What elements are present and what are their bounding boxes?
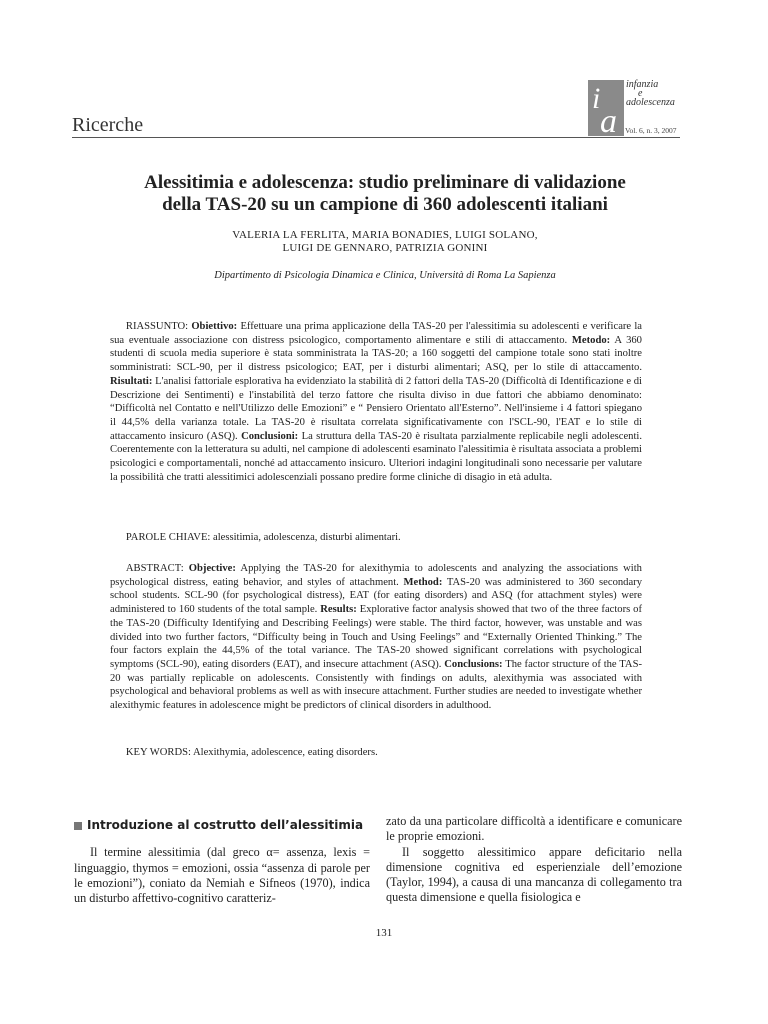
- metodo-heading: Metodo:: [571, 334, 611, 346]
- method-heading: Method:: [403, 576, 443, 588]
- conclusioni-heading: Conclusioni:: [241, 430, 299, 442]
- riassunto-label: RIASSUNTO:: [125, 321, 189, 332]
- authors-line-1: VALERIA LA FERLITA, MARIA BONADIES, LUIGI SOLANO,: [232, 229, 538, 241]
- objective-text: Applying the TAS-20 for alexithymia to adolescents and analyzing the associations with psychological distress, eating behavior, and styles of attachment.: [110, 563, 642, 588]
- svg-text:a: a: [600, 103, 617, 136]
- risultati-heading: Risultati:: [110, 375, 153, 387]
- affiliation: Dipartimento di Psicologia Dinamica e Clinica, Università di Roma La Sapienza: [214, 270, 556, 281]
- section-heading: [74, 818, 370, 833]
- journal-logo-icon: [588, 80, 624, 136]
- article-title: [90, 172, 680, 216]
- parole-chiave: [110, 531, 642, 545]
- volume-info: Vol. 6, n. 3, 2007: [625, 126, 677, 135]
- body-paragraph: Il termine alessitimia (dal greco α= assenza, lexis = linguaggio, thymos = emozioni, ossia “assenza di parole per le emozioni”), coniato da Nemiah e Sifneos (1970), indica un disturbo affettivo-cognitivo caratteriz-: [74, 845, 370, 906]
- body-column-right: [386, 814, 682, 906]
- section-label: Ricerche: [72, 114, 144, 136]
- method-text: TAS-20 was administered to 360 secondary school students. SCL-90 (for psychological distress), EAT (for eating disorders) and ASQ (for attachment styles) were administered to 160 students of the total sample.: [110, 576, 642, 616]
- riassunto: [110, 320, 642, 484]
- abstract: [110, 562, 642, 713]
- header-rule: [72, 137, 680, 138]
- svg-text:i: i: [592, 82, 601, 115]
- risultati-text: L'analisi fattoriale esplorativa ha evidenziato la stabilità di 2 fattori della TAS-20 (Difficoltà di Identificazione e di Descrizione dei Sentimenti) e l'instabilità del terzo fattore che risulta diviso in due fattori che abbiamo denominato: “Difficoltà nel Contatto e nell'Utilizzo delle Emozioni” e “ Pensiero Orientato all'Esterno”. Nell'insieme i 4 fattori spiegano il 44,5% della varianza totale. La TAS-20 è risultata correlata significativamente con l'SCL-90, l'EAT e lo stile di attaccamento insicuro (ASQ).: [110, 375, 642, 442]
- obiettivo-heading: Obiettivo:: [191, 321, 238, 332]
- metodo-text: A 360 studenti di scuola media superiore è stata somministrata la TAS-20; a 160 soggetti del campione totale sono stati inoltre somministrati: SCL-90, per il distress psicologico; EAT, per i disturbi alimentari; ASQ, per lo stile di attaccamento.: [110, 334, 642, 374]
- journal-name-line1: infanzia: [626, 79, 659, 90]
- conclusions-text: The factor structure of the TAS-20 was partially replicable on adolescents. Consistently with findings on adults, alexithymia was associated with psychological and behavioral problems as well as with insecure attachment. Further studies are needed to investigate whether alexithymic features in adolescence might be predictors of clinical disorders in adulthood.: [110, 658, 642, 712]
- section-heading-text: Introduzione al costrutto dell’alessitimia: [87, 818, 364, 832]
- square-bullet-icon: [74, 822, 82, 830]
- results-heading: Results:: [320, 604, 357, 616]
- journal-name: [626, 80, 675, 107]
- body-paragraph: zato da una particolare difficoltà a identificare e comunicare le proprie emozioni.: [386, 814, 682, 844]
- title-line-1: Alessitimia e adolescenza: studio preliminare di validazione: [144, 172, 626, 193]
- title-line-2: della TAS-20 su un campione di 360 adolescenti italiani: [162, 194, 608, 215]
- body-paragraph: Il soggetto alessitimico appare deficitario nella dimensione cognitiva ed esperienziale dell’emozione (Taylor, 1994), a causa di una mancanza di collegamento tra questa dimensione e quella fisiologica e: [386, 844, 682, 905]
- key-words-text: KEY WORDS: Alexithymia, adolescence, eating disorders.: [125, 747, 378, 758]
- conclusions-heading: Conclusions:: [444, 658, 503, 670]
- results-text: Explorative factor analysis showed that two of the three factors of the TAS-20 (Difficulty Identifying and Describing Feelings) were stable. The third factor, however, was unstable and was divided into two further factors, “Difficulty being in Touch and Using Feelings” and “Externally Oriented Thinking.” The four factors explain the 44,5% of the total variance. The TAS-20 showed significant correlations with psychological symptoms (SCL-90), eating disorders (EAT), and insecure attachment (ASQ).: [110, 604, 642, 670]
- authors: [90, 229, 680, 255]
- conclusioni-text: La struttura della TAS-20 è risultata parzialmente replicabile negli adolescenti. Coerentemente con la letteratura su adulti, nel campione di adolescenti esaminato l'alessitimia è risultata associata a problemi psicologici e comportamentali, nonché ad attaccamento insicuro. Ulteriori indagini longitudinali sono necessarie per valutare la possibilità che tratti alessitimici adolescenziali possano predire forme cliniche di disagio in età adulta.: [110, 430, 643, 483]
- journal-name-line2: e: [638, 88, 643, 99]
- key-words: [110, 746, 642, 760]
- body-column-left: [74, 818, 370, 906]
- journal-name-line3: adolescenza: [626, 97, 675, 108]
- obiettivo-text: Effettuare una prima applicazione della TAS-20 per l'alessitimia su adolescenti e verificare la sua eventuale associazione con distress psicologico, comportamento alimentare e stili di attaccamento.: [110, 321, 642, 346]
- objective-heading: Objective:: [188, 563, 236, 574]
- authors-line-2: LUIGI DE GENNARO, PATRIZIA GONINI: [282, 242, 488, 254]
- page-number: 131: [375, 927, 393, 939]
- parole-chiave-text: PAROLE CHIAVE: alessitimia, adolescenza, disturbi alimentari.: [125, 532, 401, 543]
- abstract-label: ABSTRACT:: [125, 563, 184, 574]
